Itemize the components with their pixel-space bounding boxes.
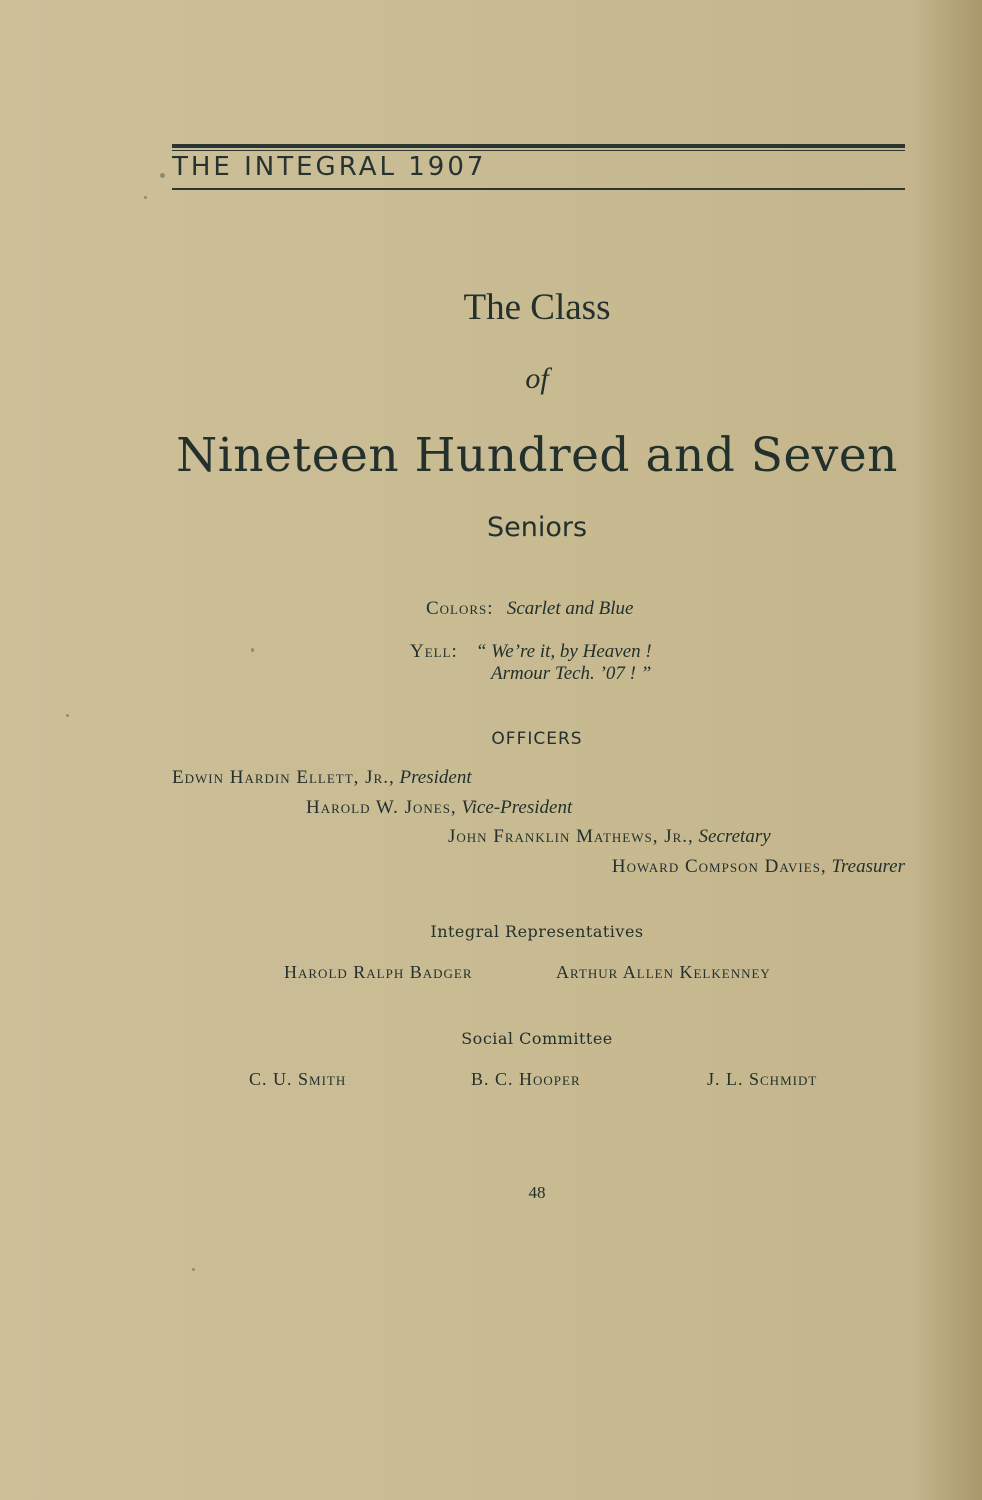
of-ornament: of: [525, 362, 549, 395]
colors-value: Scarlet and Blue: [506, 598, 634, 619]
yell-line-2: Armour Tech. ’07 ! ”: [491, 663, 652, 684]
colors-label: Colors: [426, 598, 488, 619]
yell-label: Yell: [410, 641, 452, 662]
committee-member: J. L. Schmidt: [707, 1069, 818, 1089]
class-title: The Class: [463, 287, 611, 328]
integral-representatives-heading: Integral Representatives: [430, 922, 644, 941]
officer-role: Vice-President: [461, 797, 573, 818]
yell-sep: :: [451, 641, 457, 662]
social-committee-heading: Social Committee: [461, 1029, 613, 1048]
officer-name: Harold W. Jones,: [306, 797, 457, 818]
officer-vice-president: [306, 797, 572, 819]
committee-member: B. C. Hooper: [471, 1069, 581, 1089]
header-rule-thin: [172, 150, 905, 151]
officer-role: President: [399, 767, 472, 788]
main-title: Nineteen Hundred and Seven: [176, 428, 898, 483]
paper-speck: [66, 714, 69, 717]
officer-role: Secretary: [698, 826, 771, 847]
officers-heading: OFFICERS: [491, 729, 583, 749]
paper-speck: [160, 173, 165, 178]
header-rule-thick: [172, 144, 905, 148]
officer-role: Treasurer: [831, 856, 905, 877]
committee-member: C. U. Smith: [249, 1069, 347, 1089]
header-rule-bottom: [172, 188, 905, 190]
class-yell: [410, 641, 652, 663]
officer-name: John Franklin Mathews, Jr.,: [448, 826, 694, 847]
yell-line-1: “ We’re it, by Heaven !: [475, 641, 652, 662]
colors-sep: :: [487, 598, 493, 619]
paper-speck: [144, 196, 147, 199]
officer-name: Howard Compson Davies,: [611, 856, 827, 877]
officer-president: [172, 767, 472, 789]
paper-speck: [251, 648, 254, 652]
officer-secretary: [448, 826, 771, 848]
subtitle: Seniors: [486, 512, 588, 543]
page-number: 48: [528, 1183, 546, 1202]
paper-speck: [192, 1268, 195, 1271]
officer-name: Edwin Hardin Ellett, Jr.,: [172, 767, 395, 788]
running-header: THE INTEGRAL 1907: [172, 152, 487, 182]
representative-name: Arthur Allen Kelkenney: [556, 962, 771, 982]
officer-treasurer: [612, 856, 905, 878]
class-colors: [426, 598, 633, 620]
representative-name: Harold Ralph Badger: [284, 962, 473, 982]
